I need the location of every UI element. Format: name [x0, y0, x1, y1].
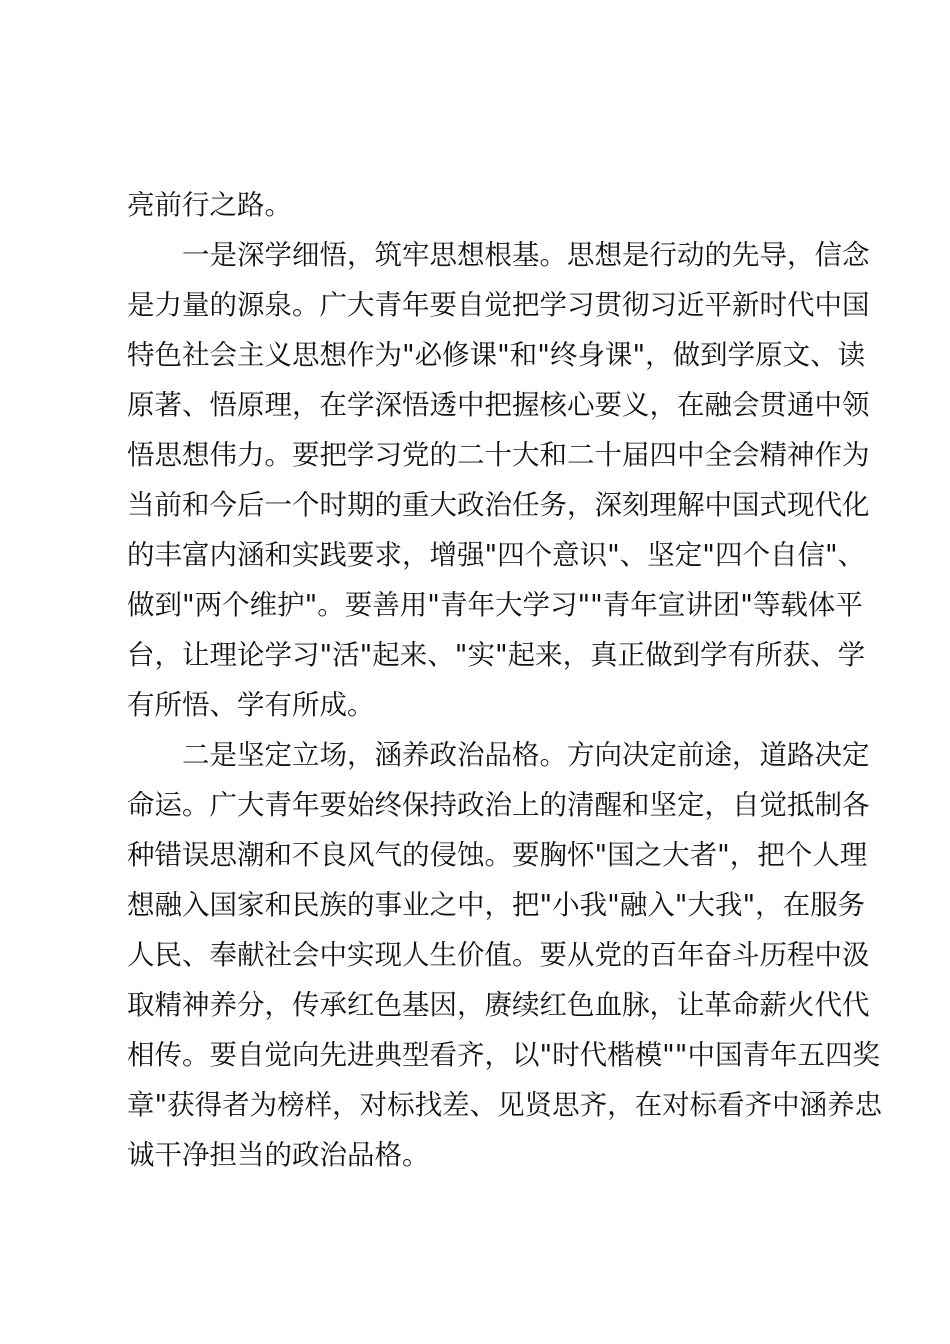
text-line: 的丰富内涵和实践要求，增强"四个意识"、坚定"四个自信"、 [127, 539, 866, 571]
text-line: 想融入国家和民族的事业之中，把"小我"融入"大我"，在服务 [127, 889, 866, 921]
paragraph-firm-stance [127, 730, 883, 1180]
text-line: 特色社会主义思想作为"必修课"和"终身课"，做到学原文、读 [127, 339, 866, 371]
text-line: 二是坚定立场，涵养政治品格。方向决定前途，道路决定 [182, 739, 870, 771]
text-line: 亮前行之路。 [127, 189, 292, 221]
text-line: 悟思想伟力。要把学习党的二十大和二十届四中全会精神作为 [127, 439, 870, 471]
text-line: 当前和今后一个时期的重大政治任务，深刻理解中国式现代化 [127, 489, 870, 521]
text-line: 命运。广大青年要始终保持政治上的清醒和坚定，自觉抵制各 [127, 789, 870, 821]
text-line: 章"获得者为榜样，对标找差、见贤思齐，在对标看齐中涵养忠 [127, 1089, 883, 1121]
text-line: 台，让理论学习"活"起来、"实"起来，真正做到学有所获、学 [127, 639, 866, 671]
paragraph-continuation [127, 180, 837, 230]
text-line: 做到"两个维护"。要善用"青年大学习""青年宣讲团"等载体平 [127, 589, 863, 621]
text-line: 是力量的源泉。广大青年要自觉把学习贯彻习近平新时代中国 [127, 289, 870, 321]
text-line: 一是深学细悟，筑牢思想根基。思想是行动的先导，信念 [182, 239, 870, 271]
text-line: 诚干净担当的政治品格。 [127, 1139, 430, 1171]
paragraph-deep-study [127, 230, 870, 730]
document-body [127, 180, 883, 1180]
text-line: 相传。要自觉向先进典型看齐，以"时代楷模""中国青年五四奖 [127, 1039, 880, 1071]
text-line: 人民、奉献社会中实现人生价值。要从党的百年奋斗历程中汲 [127, 939, 870, 971]
text-line: 取精神养分，传承红色基因，赓续红色血脉，让革命薪火代代 [127, 989, 870, 1021]
text-line: 有所悟、学有所成。 [127, 689, 375, 721]
text-line: 原著、悟原理，在学深悟透中把握核心要义，在融会贯通中领 [127, 389, 870, 421]
text-line: 种错误思潮和不良风气的侵蚀。要胸怀"国之大者"，把个人理 [127, 839, 868, 871]
